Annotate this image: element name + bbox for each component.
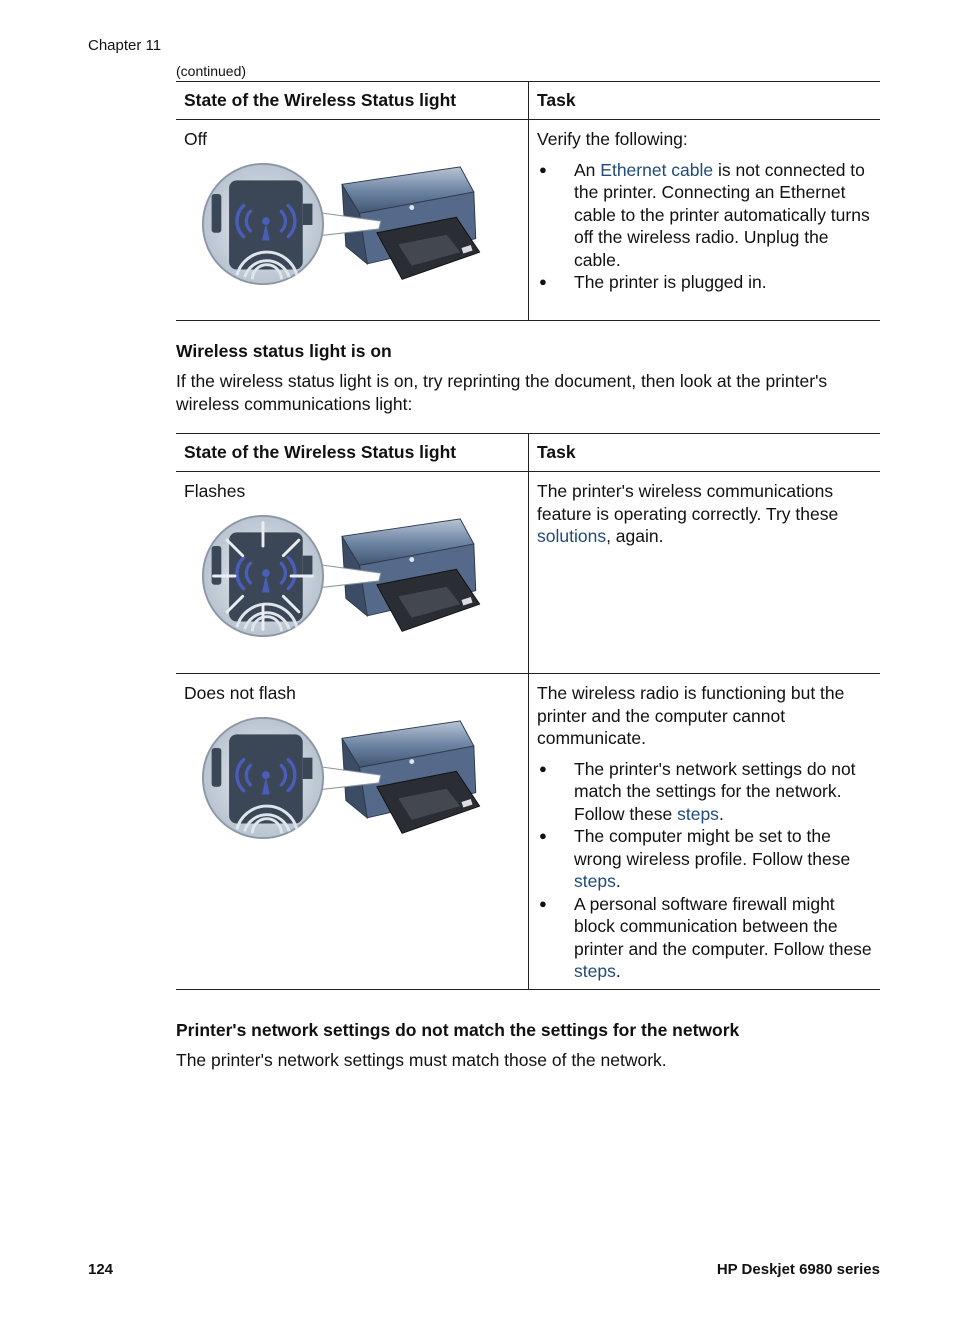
col-header-task: Task [537, 90, 576, 111]
table-row-does-not-flash [176, 674, 880, 990]
table-header-row [176, 434, 880, 472]
status-table-on [176, 433, 880, 990]
table-header-row [176, 82, 880, 120]
printer-status-steady-image [192, 717, 482, 843]
section-heading-on: Wireless status light is on [176, 341, 392, 361]
state-label: Does not flash [184, 683, 296, 703]
state-label: Off [184, 129, 208, 149]
table-row-flashes [176, 472, 880, 674]
steps-link-network-settings[interactable]: steps [677, 803, 719, 824]
bullet-text: An [574, 159, 601, 180]
col-header-state: State of the Wireless Status light [176, 82, 529, 120]
task-text: , again. [606, 526, 664, 546]
printer-status-off-image [192, 163, 482, 289]
task-cell [529, 120, 881, 321]
printer-status-flashing-image [192, 515, 482, 641]
table-row-off [176, 120, 880, 321]
task-intro: Verify the following: [537, 129, 688, 149]
state-cell [176, 120, 529, 321]
task-bullet-list [537, 758, 872, 983]
col-header-state: State of the Wireless Status light [176, 434, 529, 472]
bullet-text: A personal software firewall might block communication between the printer and the computer. Follow these [574, 893, 872, 959]
steps-link-wireless-profile[interactable]: steps [574, 871, 616, 891]
product-name: HP Deskjet 6980 series [716, 1261, 880, 1278]
task-text: The printer's wireless communications feature is operating correctly. Try these [537, 481, 839, 524]
task-cell [529, 674, 881, 990]
state-cell [176, 674, 529, 990]
list-item [537, 758, 872, 826]
list-item [537, 159, 872, 272]
state-label: Flashes [184, 481, 246, 501]
chapter-label: Chapter 11 [88, 37, 162, 54]
col-header-task: Task [537, 442, 576, 463]
list-item [537, 893, 872, 983]
list-item: ● The printer is plugged in. [537, 271, 872, 294]
bullet-text: . [718, 803, 724, 824]
section-paragraph-mismatch: The printer's network settings must match those of the network. [176, 1050, 667, 1070]
bullet-text: . [615, 961, 621, 981]
bullet-text: The computer might be set to the wrong wireless profile. Follow these [574, 826, 851, 869]
ethernet-cable-link[interactable]: Ethernet cable [600, 159, 714, 180]
state-cell [176, 472, 529, 674]
task-bullet-list [537, 159, 872, 294]
task-intro: The wireless radio is functioning but the printer and the computer cannot communicate. [537, 683, 845, 748]
section-heading-mismatch: Printer's network settings do not match the settings for the network [176, 1020, 740, 1040]
continued-label: (continued) [176, 63, 247, 79]
bullet-text: The printer's network settings do not match the settings for the network. Follow these [574, 758, 856, 824]
solutions-link[interactable]: solutions [537, 526, 607, 546]
task-cell [529, 472, 881, 674]
list-item [537, 825, 872, 893]
bullet-text: . [615, 871, 621, 891]
status-table-continued [176, 81, 880, 321]
section-paragraph-on: If the wireless status light is on, try reprinting the document, then look at the printer's wireless communications light: [176, 371, 828, 414]
steps-link-firewall[interactable]: steps [574, 961, 616, 981]
bullet-text: is not connected to the printer. Connecting an Ethernet cable to the printer automatically turns off the wireless radio. Unplug the cable. [574, 159, 870, 270]
page-number: 124 [88, 1261, 114, 1278]
